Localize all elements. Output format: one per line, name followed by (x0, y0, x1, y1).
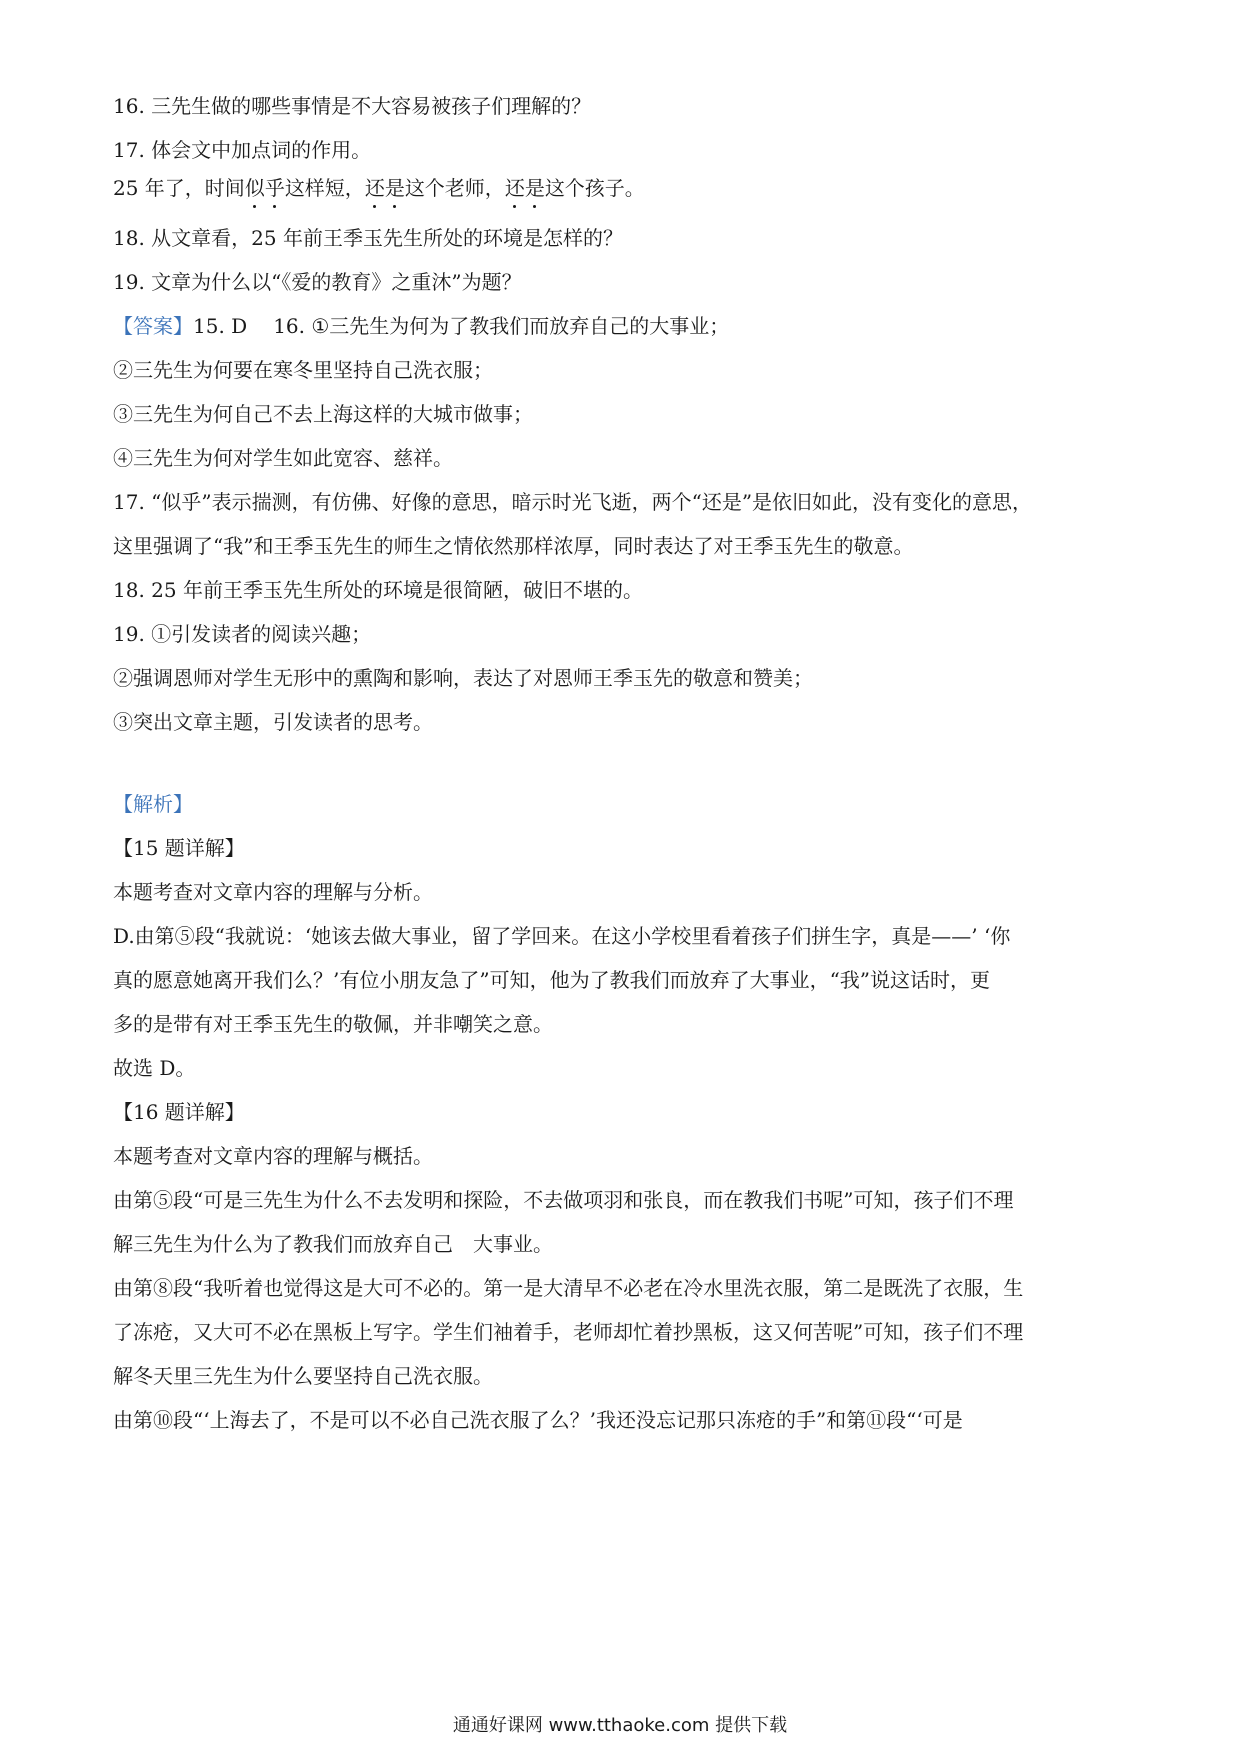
page-footer: 通通好课网 www.tthaoke.com 提供下载 (452, 1715, 788, 1736)
dotted-char: 是 (384, 176, 405, 200)
analysis-paragraph: 本题考查对文章内容的理解与分析。 (113, 880, 433, 904)
question-19: 19. 文章为什么以“《爱的教育》之重沐”为题？ (113, 270, 522, 294)
answer-tag: 【答案】 (113, 314, 193, 338)
answer-16-item: ④三先生为何对学生如此宽容、慈祥。 (113, 446, 453, 470)
analysis-heading-16: 【16 题详解】 (113, 1100, 245, 1124)
dotted-char: 似 (244, 176, 265, 200)
analysis-paragraph: 本题考查对文章内容的理解与概括。 (113, 1144, 433, 1168)
dotted-char: 还 (504, 176, 525, 200)
analysis-heading-15: 【15 题详解】 (113, 836, 245, 860)
sentence-part: 这个孩子。 (544, 176, 645, 200)
analysis-tag: 【解析】 (113, 792, 193, 816)
sentence-part: 这样短， (284, 176, 365, 200)
question-17-sentence (113, 174, 1133, 202)
analysis-paragraph: 了冻疮，又大可不必在黑板上写字。学生们袖着手，老师却忙着抄黑板，这又何苦呢”可知，孩子们不理 (113, 1320, 1024, 1344)
analysis-paragraph: 真的愿意她离开我们么？’有位小朋友急了”可知，他为了教我们而放弃了大事业，“我”说这话时，更 (113, 968, 991, 992)
answer-19-item: ③突出文章主题，引发读者的思考。 (113, 710, 433, 734)
answer-16-item: ②三先生为何要在寒冬里坚持自己洗衣服； (113, 358, 493, 382)
answer-line (113, 312, 1133, 340)
answer-15: 15. D (193, 314, 248, 338)
analysis-conclusion: 故选 D。 (113, 1056, 196, 1080)
analysis-paragraph: 由第⑧段“我听着也觉得这是大可不必的。第一是大清早不必老在冷水里洗衣服，第二是既洗了衣服，生 (113, 1276, 1024, 1300)
question-17: 17. 体会文中加点词的作用。 (113, 138, 372, 162)
answer-17-cont: 这里强调了“我”和王季玉先生的师生之情依然那样浓厚，同时表达了对王季玉先生的敬意。 (113, 534, 914, 558)
analysis-paragraph: 解冬天里三先生为什么要坚持自己洗衣服。 (113, 1364, 493, 1388)
answer-16-item: 16. ①三先生为何为了教我们而放弃自己的大事业； (273, 314, 730, 338)
answer-19-item: ②强调恩师对学生无形中的熏陶和影响，表达了对恩师王季玉先的敬意和赞美； (113, 666, 813, 690)
question-18: 18. 从文章看，25 年前王季玉先生所处的环境是怎样的？ (113, 226, 623, 250)
sentence-part: 这个老师， (404, 176, 505, 200)
answer-16-item: ③三先生为何自己不去上海这样的大城市做事； (113, 402, 533, 426)
analysis-paragraph: 解三先生为什么为了教我们而放弃自己 大事业。 (113, 1232, 553, 1256)
dotted-char: 乎 (264, 176, 285, 200)
answer-18: 18. 25 年前王季玉先生所处的环境是很简陋，破旧不堪的。 (113, 578, 643, 602)
analysis-paragraph: 多的是带有对王季玉先生的敬佩，并非嘲笑之意。 (113, 1012, 553, 1036)
analysis-paragraph: D.由第⑤段“我就说：‘她该去做大事业，留了学回来。在这小学校里看着孩子们拼生字，真是——’ ‘你 (113, 924, 1011, 948)
sentence-part: 25 年了，时间 (113, 176, 245, 200)
question-16: 16. 三先生做的哪些事情是不大容易被孩子们理解的？ (113, 94, 592, 118)
analysis-paragraph: 由第⑤段“可是三先生为什么不去发明和探险，不去做项羽和张良，而在教我们书呢”可知，孩子们不理 (113, 1188, 1014, 1212)
answer-19: 19. ①引发读者的阅读兴趣； (113, 622, 372, 646)
answer-17: 17. “似乎”表示揣测，有仿佛、好像的意思，暗示时光飞逝，两个“还是”是依旧如此，没有变化的意思， (113, 490, 1033, 514)
dotted-char: 还 (364, 176, 385, 200)
dotted-char: 是 (524, 176, 545, 200)
analysis-paragraph: 由第⑩段“‘上海去了，不是可以不必自己洗衣服了么？’我还没忘记那只冻疮的手”和第⑪段“‘可是 (113, 1408, 963, 1432)
